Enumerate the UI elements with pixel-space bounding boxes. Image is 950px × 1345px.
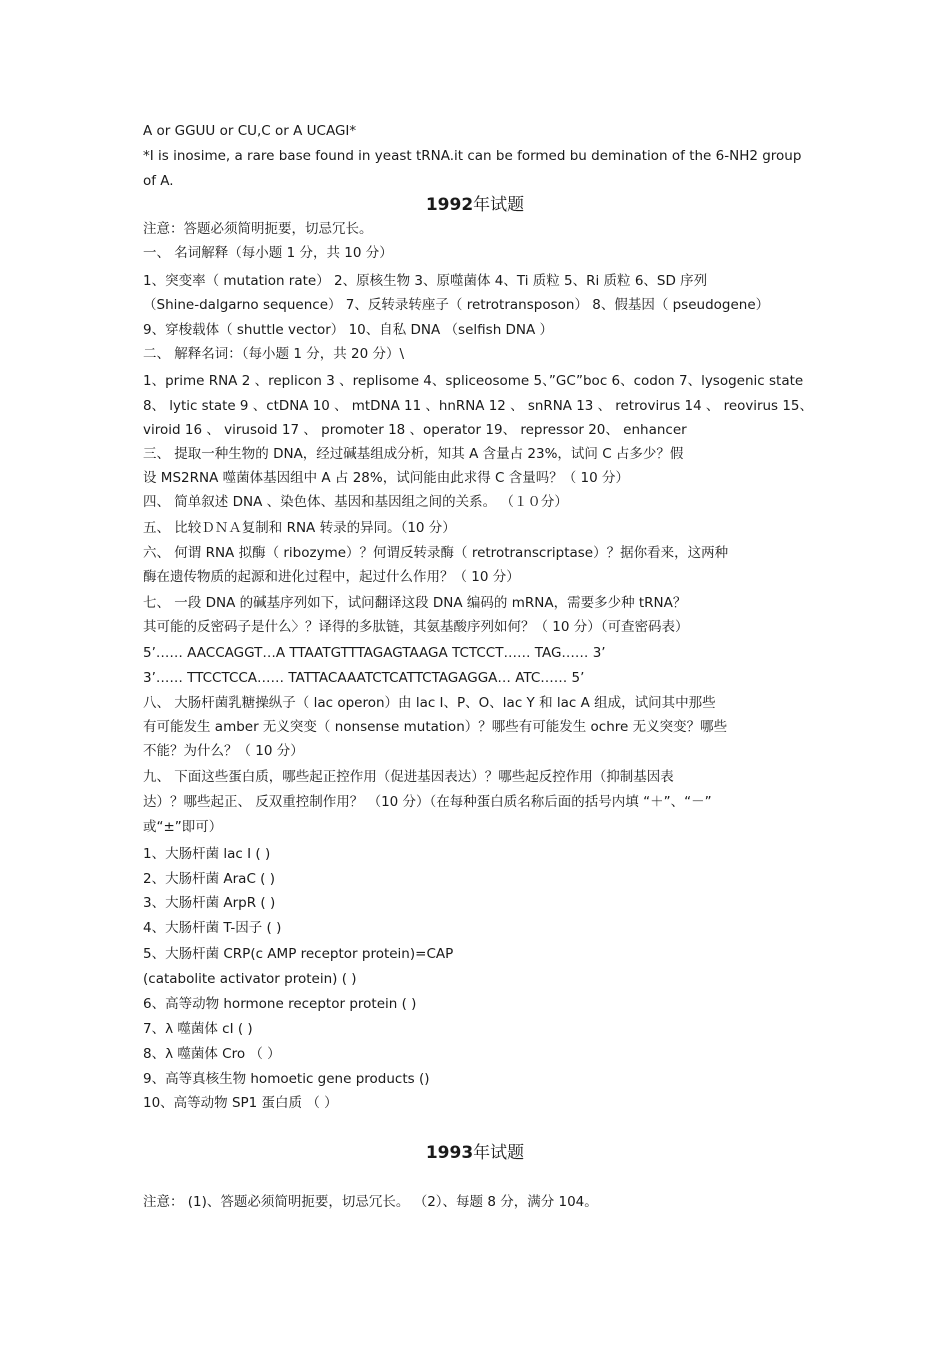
text-line: 五、 比较ＤＮＡ复制和 RNA 转录的异同。（10 分）: [143, 520, 456, 536]
text-line: 达）？哪些起正、 反双重控制作用？ （10 分）（在每种蛋白质名称后面的括号内填 “＋”、“－”: [143, 794, 712, 810]
title-suffix: 年试题: [473, 195, 525, 215]
title-suffix: 年试题: [473, 1143, 525, 1163]
text-line: 九、 下面这些蛋白质，哪些起正控作用（促进基因表达）？哪些起反控作用（抑制基因表: [143, 769, 674, 785]
list-item: 8、λ 噬菌体 Cro （ ）: [143, 1046, 281, 1062]
list-item: 1、大肠杆菌 lac I ( ): [143, 846, 271, 862]
text-line: 二、 解释名词：（每小题 1 分，共 20 分）\: [143, 346, 405, 362]
text-line: 3’…… TTCCTCCA…… TATTACAAATCTCATTCTAGAGGA… ATC…… 5’: [143, 670, 585, 686]
text-line: 注意： (1)、答题必须简明扼要，切忌冗长。 （2）、每题 8 分，满分 104。: [143, 1194, 598, 1210]
text-line: 酶在遗传物质的起源和进化过程中，起过什么作用？（ 10 分）: [143, 569, 520, 585]
list-item: 3、大肠杆菌 ArpR ( ): [143, 895, 276, 911]
text-line: 或“±”即可）: [143, 819, 223, 835]
text-line: （Shine-dalgarno sequence） 7、反转录转座子（ retrotransposon） 8、假基因（ pseudogene）: [143, 297, 770, 313]
text-line: 六、 何谓 RNA 拟酶（ ribozyme）？何谓反转录酶（ retrotranscriptase）？据你看来，这两种: [143, 545, 729, 561]
text-line: 不能？为什么？（ 10 分）: [143, 743, 304, 759]
list-item: 2、大肠杆菌 AraC ( ): [143, 871, 275, 887]
text-line: 设 MS2RNA 噬菌体基因组中 A 占 28%，试问能由此求得 C 含量吗？（ 10 分）: [143, 470, 629, 486]
list-item: 4、大肠杆菌 T-因子 ( ): [143, 920, 282, 936]
text-line: 1、突变率（ mutation rate） 2、原核生物 3、原噬菌体 4、Ti 质粒 5、Ri 质粒 6、SD 序列: [143, 273, 708, 289]
title-year: 1993: [425, 1143, 474, 1163]
text-line: 三、 提取一种生物的 DNA，经过碱基组成分析，知其 A 含量占 23%，试问 C 占多少？假: [143, 446, 684, 462]
text-line: 9、穿梭载体（ shuttle vector） 10、自私 DNA （selfish DNA ）: [143, 322, 554, 338]
section-title-1992: [0, 194, 950, 216]
list-item: 7、λ 噬菌体 cI ( ): [143, 1021, 253, 1037]
list-item: 6、高等动物 hormone receptor protein ( ): [143, 996, 417, 1012]
text-line: *I is inosime, a rare base found in yeast tRNA.it can be formed bu demination of the 6-NH2 group: [143, 148, 802, 164]
list-item: 5、大肠杆菌 CRP(c AMP receptor protein)=CAP: [143, 946, 454, 962]
text-line: 有可能发生 amber 无义突变（ nonsense mutation）？哪些有可能发生 ochre 无义突变？哪些: [143, 719, 728, 735]
text-line: 1、prime RNA 2 、replicon 3 、replisome 4、spliceosome 5、”GC”boc 6、codon 7、lysogenic state: [143, 373, 804, 389]
section-title-1993: [0, 1142, 950, 1164]
text-line: A or GGUU or CU,C or A UCAGI*: [143, 123, 357, 139]
text-line: 8、 lytic state 9 、ctDNA 10 、 mtDNA 11 、hnRNA 12 、 snRNA 13 、 retrovirus 14 、 reovirus 15、: [143, 398, 813, 414]
text-line: 八、 大肠杆菌乳糖操纵子（ lac operon）由 lac I、P、O、lac Y 和 lac A 组成，试问其中那些: [143, 695, 716, 711]
title-year: 1992: [425, 195, 474, 215]
list-item: (catabolite activator protein) ( ): [143, 971, 357, 987]
text-line: 其可能的反密码子是什么〉？译得的多肽链，其氨基酸序列如何？（ 10 分）（可查密码表）: [143, 619, 689, 635]
text-line: 七、 一段 DNA 的碱基序列如下，试问翻译这段 DNA 编码的 mRNA，需要多少种 tRNA？: [143, 595, 687, 611]
list-item: 10、高等动物 SP1 蛋白质 （ ）: [143, 1095, 338, 1111]
text-line: 5’…… AACCAGGT…A TTAATGTTTAGAGTAAGA TCTCCT…… TAG…… 3’: [143, 645, 606, 661]
list-item: 9、高等真核生物 homoetic gene products (): [143, 1071, 430, 1087]
text-line: viroid 16 、 virusoid 17 、 promoter 18 、operator 19、 repressor 20、 enhancer: [143, 422, 687, 438]
text-line: of A.: [143, 173, 174, 189]
text-line: 四、 简单叙述 DNA 、染色体、基因和基因组之间的关系。 （１０分）: [143, 494, 568, 510]
text-line: 一、 名词解释（每小题 1 分，共 10 分）: [143, 245, 393, 261]
text-line: 注意：答题必须简明扼要，切忌冗长。: [143, 221, 373, 237]
